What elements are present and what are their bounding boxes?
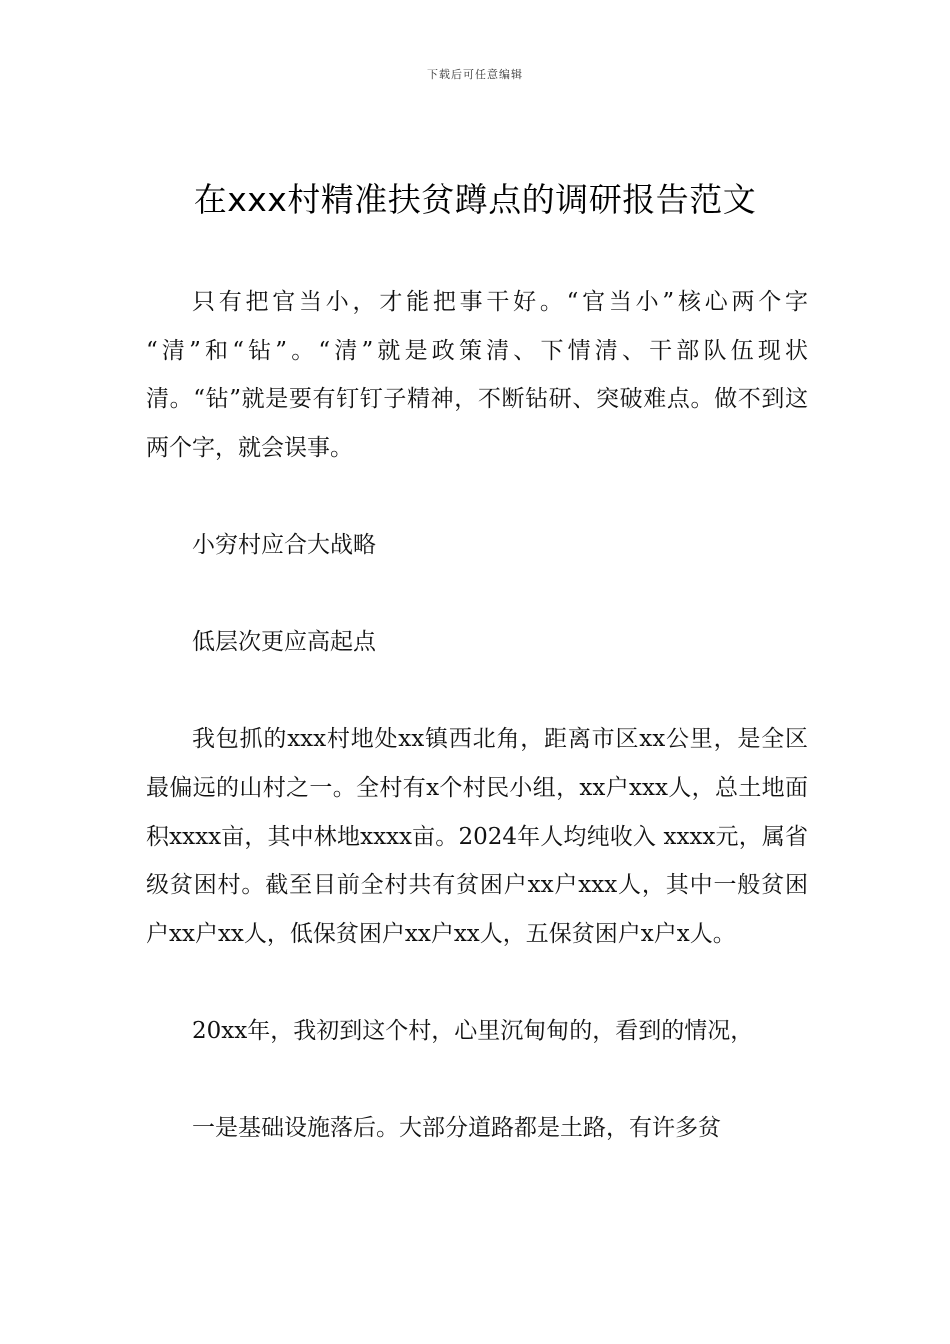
paragraph: 我包抓的xxx村地处xx镇西北角，距离市区xx公里，是全区最偏远的山村之一。全村有x个村民小组，xx户xxx人，总土地面积xxxx亩，其中林地xxxx亩。2024年人均纯收入 xxxx元，属省级贫困村。截至目前全村共有贫困户xx户xxx人，其中一般贫困户xx户xx人，低保贫困户xx户xx人，五保贫困户x户x人。 (146, 726, 808, 947)
paragraph: 只有把官当小，才能把事干好。“官当小”核心两个字 “清”和“钻”。“清”就是政策清、下情清、干部队伍现状清。“钻”就是要有钉钉子精神，不断钻研、突破难点。做不到这两个字，就会误事。 (146, 289, 808, 461)
document-title: 在xxx村精准扶贫蹲点的调研报告范文 (193, 180, 757, 219)
section-heading: 低层次更应高起点 (192, 629, 376, 656)
paragraph: 20xx年，我初到这个村，心里沉甸甸的，看到的情况， (192, 1017, 754, 1044)
section-heading: 小穷村应合大战略 (192, 531, 376, 558)
paragraph: 一是基础设施落后。大部分道路都是土路，有许多贫 (192, 1115, 721, 1142)
header-note: 下载后可任意编辑 (427, 68, 523, 81)
document-body (146, 278, 808, 1153)
